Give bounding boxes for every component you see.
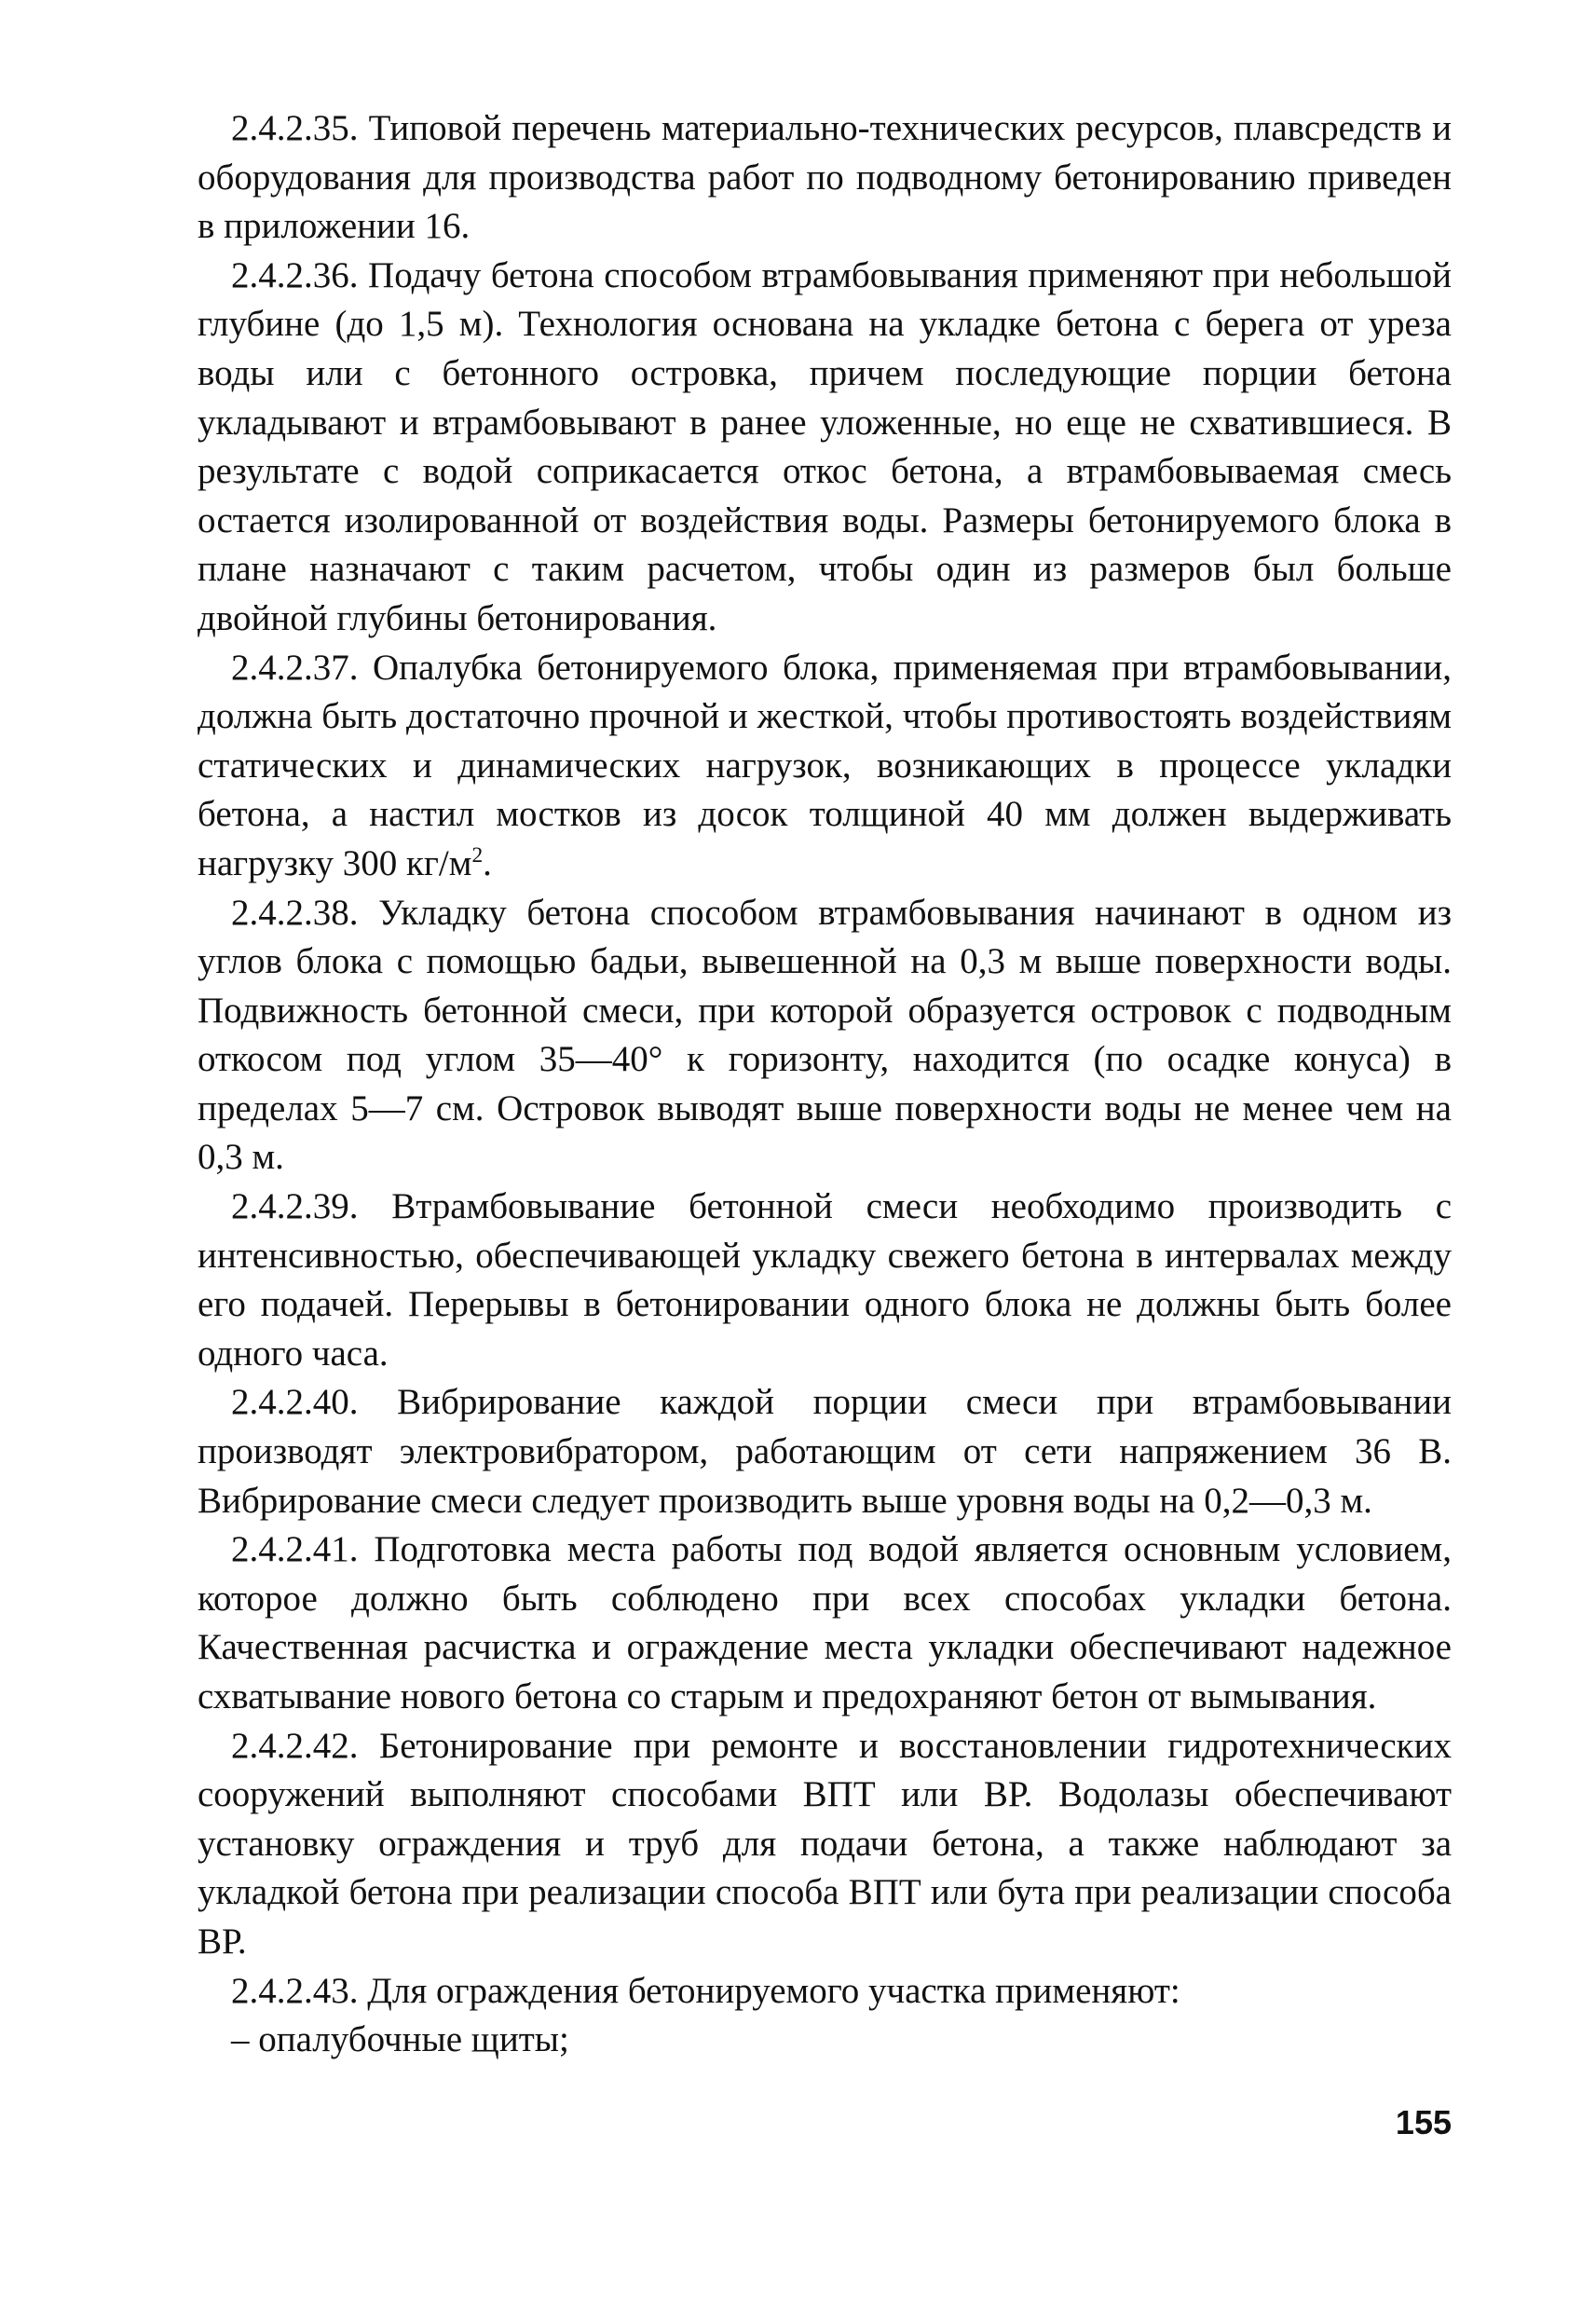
paragraph-2-4-2-43	[198, 1967, 1452, 2017]
paragraph-text: 2.4.2.40. Вибрирование каждой порции смеси при втрамбовывании производят электровибратором, работающим от сети напряжением 36 В. Вибрирование смеси следует производить выше уровня воды на 0,2—0,3 м.	[198, 1382, 1452, 1521]
paragraph-text: 2.4.2.38. Укладку бетона способом втрамбовывания начинают в одном из углов блока с помощью бадьи, вывешенной на 0,3 м выше поверхности воды. Подвижность бетонной смеси, при которой образуется островок с подводным откосом под углом 35—40° к горизонту, находится (по осадке конуса) в пределах 5—7 см. Островок выводят выше поверхности воды не менее чем на 0,3 м.	[198, 892, 1452, 1178]
paragraph-2-4-2-40	[198, 1378, 1452, 1525]
list-item	[198, 2016, 1452, 2065]
paragraph-text: 2.4.2.37. Опалубка бетонируемого блока, применяемая при втрамбовывании, должна быть достаточно прочной и жесткой, чтобы противостоять воздействиям статических и динамических нагрузок, возникающих в процессе укладки бетона, а настил мостков из досок толщиной 40 мм должен выдерживать нагрузку 300 кг/м	[198, 647, 1452, 883]
paragraph-2-4-2-38	[198, 889, 1452, 1183]
paragraph-text: 2.4.2.36. Подачу бетона способом втрамбовывания применяют при небольшой глубине (до 1,5 м). Технология основана на укладке бетона с берега от уреза воды или с бетонного островка, причем последующие порции бетона укладывают и втрамбовывают в ранее уложенные, но еще не схватившиеся. В результате с водой соприкасается откос бетона, а втрамбовываемая смесь остается изолированной от воздействия воды. Размеры бетонируемого блока в плане назначают с таким расчетом, чтобы один из размеров был больше двойной глубины бетонирования.	[198, 254, 1452, 638]
paragraph-2-4-2-39	[198, 1183, 1452, 1378]
paragraph-2-4-2-35	[198, 104, 1452, 252]
list-item-text: – опалубочные щиты;	[231, 2019, 569, 2060]
page-number: 155	[1395, 2103, 1452, 2141]
paragraph-text: 2.4.2.39. Втрамбовывание бетонной смеси необходимо производить с интенсивностью, обеспечивающей укладку свежего бетона в интервалах между его подачей. Перерывы в бетонировании одного блока не должны быть более одного часа.	[198, 1186, 1452, 1374]
paragraph-text: 2.4.2.42. Бетонирование при ремонте и восстановлении гидротехнических сооружений выполняют способами ВПТ или ВР. Водолазы обеспечивают установку ограждения и труб для подачи бетона, а также наблюдают за укладкой бетона при реализации способа ВПТ или бута при реализации способа ВР.	[198, 1725, 1452, 1962]
paragraph-2-4-2-36	[198, 252, 1452, 644]
superscript-exponent: 2	[471, 842, 484, 868]
paragraph-text: 2.4.2.41. Подготовка места работы под водой является основным условием, которое должно быть соблюдено при всех способах укладки бетона. Качественная расчистка и ограждение места укладки обеспечивают надежное схватывание нового бетона со старым и предохраняют бетон от вымывания.	[198, 1529, 1452, 1716]
paragraph-text: 2.4.2.43. Для ограждения бетонируемого участка применяют:	[231, 1970, 1180, 2011]
body-text	[198, 104, 1452, 2065]
paragraph-2-4-2-42	[198, 1722, 1452, 1967]
paragraph-2-4-2-41	[198, 1525, 1452, 1721]
paragraph-end-punctuation: .	[483, 842, 492, 883]
paragraph-text: 2.4.2.35. Типовой перечень материально-технических ресурсов, плавсредств и оборудования для производства работ по подводному бетонированию приведен в приложении 16.	[198, 108, 1452, 247]
paragraph-2-4-2-37	[198, 644, 1452, 889]
